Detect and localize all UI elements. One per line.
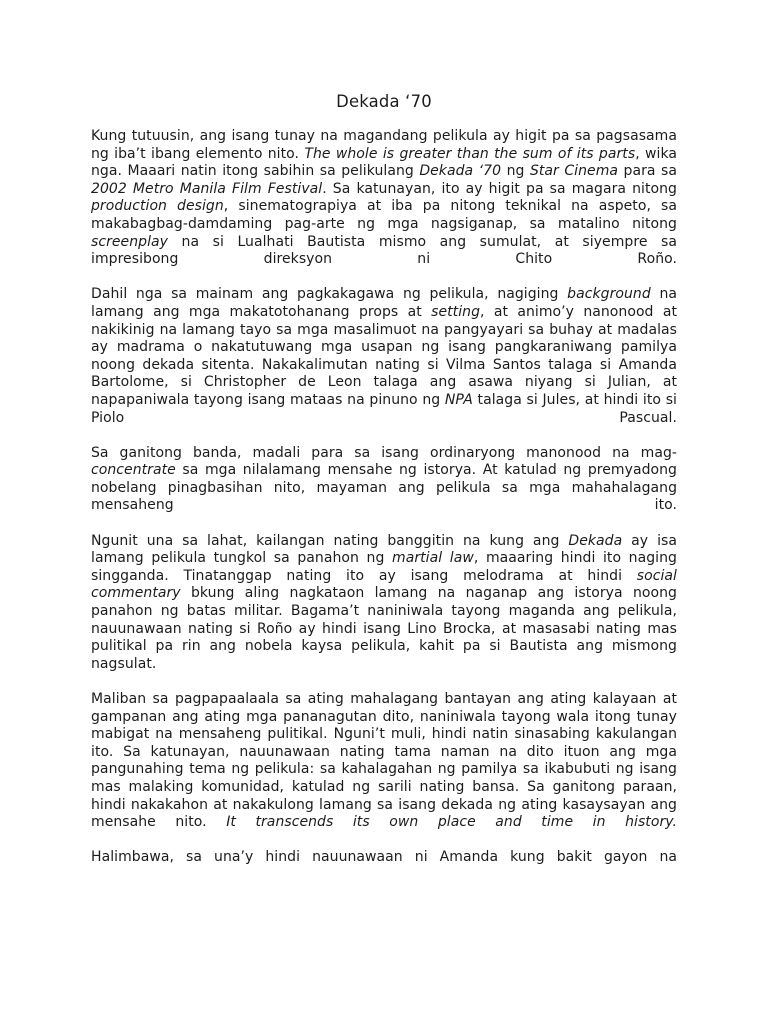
italic-text: NPA xyxy=(444,391,473,408)
body-paragraph xyxy=(91,691,677,832)
italic-text: screenplay xyxy=(91,233,168,250)
italic-text: Dekada xyxy=(568,532,623,549)
italic-text: concentrate xyxy=(91,462,176,479)
text-run: Maliban sa pagpapaalaala sa ating mahalagang bantayan ang ating kalayaan at gampanan ang ating mga pananagutan dito, naniniwala tayong wala itong tunay mabigat na mensaheng pulitikal. Nguni’t muli, hindi natin sinasabing kakulangan ito. Sa katunayan, nauunawaan nating tama naman na dito ituon ang mga pangunahing tema ng pelikula: sa kahalagahan ng pamilya sa ikabubuti ng isang mas malaking komunidad, katulad ng sarili nating bansa. Sa ganitong paraan, hindi nakakahon at nakakulong lamang sa isang dekada ng ating kasaysayan ang mensahe nito. xyxy=(91,691,677,831)
text-run: na si Lualhati Bautista mismo ang sumulat, at siyempre sa impresibong direksyon ni Chito Roño. xyxy=(91,233,677,268)
italic-text: social commentary xyxy=(91,567,677,602)
italic-text: The whole is greater than the sum of its parts xyxy=(304,145,636,162)
document-body xyxy=(91,128,677,867)
text-run: , wika nga. Maaari natin itong sabihin sa pelikulang xyxy=(91,145,677,180)
body-paragraph xyxy=(91,533,677,674)
body-paragraph xyxy=(91,128,677,269)
text-run: na lamang ang mga makatotohanang props at xyxy=(91,286,677,320)
text-run: sa mga nilalamang mensahe ng istorya. At katulad ng premyadong nobelang pinagbasihan nito, mayaman ang pelikula sa mga mahahalagang mensaheng ito. xyxy=(91,462,677,514)
text-run: ay isa lamang pelikula tungkol sa panahon ng xyxy=(91,532,677,567)
text-run: Sa ganitong banda, madali para sa isang ordinaryong manonood na mag- xyxy=(91,444,677,461)
text-run: , sinematograpiya at iba pa nitong teknikal na aspeto, sa makabagbag-damdaming pag-arte ng mga nagsiganap, sa matalino nitong xyxy=(91,198,677,232)
italic-text: setting xyxy=(431,303,481,320)
text-run: Ngunit una sa lahat, kailangan nating banggitin na kung ang xyxy=(91,532,569,549)
text-run: Dahil nga sa mainam ang pagkakagawa ng pelikula, nagiging xyxy=(91,286,568,303)
italic-text: 2002 Metro Manila Film Festival xyxy=(91,180,323,197)
italic-text: It transcends its own place and time in history. xyxy=(226,814,678,831)
text-run: talaga si Jules, at hindi ito si Piolo Pascual. xyxy=(91,391,677,426)
document-page xyxy=(91,92,677,885)
italic-text: Star Cinema xyxy=(529,163,619,180)
text-run: , at animo’y nanonood at nakikinig na lamang tayo sa mga masalimuot na pangyayari sa buhay at madalas ay madrama o nakatutuwang mga usapan ng isang pangkaraniwang pamilya noong dekada sitenta. Nakakalimutan nating si Vilma Santos talaga si Amanda Bartolome, si Christopher de Leon talaga ang asawa niyang si Julian, at napapaniwala tayong isang mataas na pinuno ng xyxy=(91,303,677,408)
document-title: Dekada ‘70 xyxy=(336,92,432,111)
text-run: Halimbawa, sa una’y hindi nauunawaan ni Amanda kung bakit gayon na xyxy=(91,849,677,866)
body-paragraph xyxy=(91,445,677,515)
text-run: , maaaring hindi ito naging singganda. Tinatanggap nating ito ay isang melodrama at hindi xyxy=(91,550,677,584)
italic-text: background xyxy=(567,286,651,303)
italic-text: production design xyxy=(91,198,224,215)
text-run: para sa xyxy=(618,163,677,180)
body-paragraph xyxy=(91,286,677,427)
italic-text: martial law xyxy=(392,550,474,567)
italic-text: Dekada ‘70 xyxy=(419,163,502,180)
text-run: . Sa katunayan, ito ay higit pa sa magara nitong xyxy=(322,180,677,197)
text-run: Kung tutuusin, ang isang tunay na magandang pelikula ay higit pa sa pagsasama ng iba’t ibang elemento nito. xyxy=(91,128,677,162)
body-paragraph xyxy=(91,849,677,867)
text-run: bkung aling nagkataon lamang na naganap ang istorya noong panahon ng batas militar. Bagama’t naniniwala tayong maganda ang pelikula, nauunawaan nating si Roño ay hindi isang Lino Brocka, at masasabi nating mas pulitikal pa rin ang nobela kaysa pelikula, kahit pa si Bautista ang mismong nagsulat. xyxy=(91,585,677,672)
text-run: ng xyxy=(501,163,530,180)
